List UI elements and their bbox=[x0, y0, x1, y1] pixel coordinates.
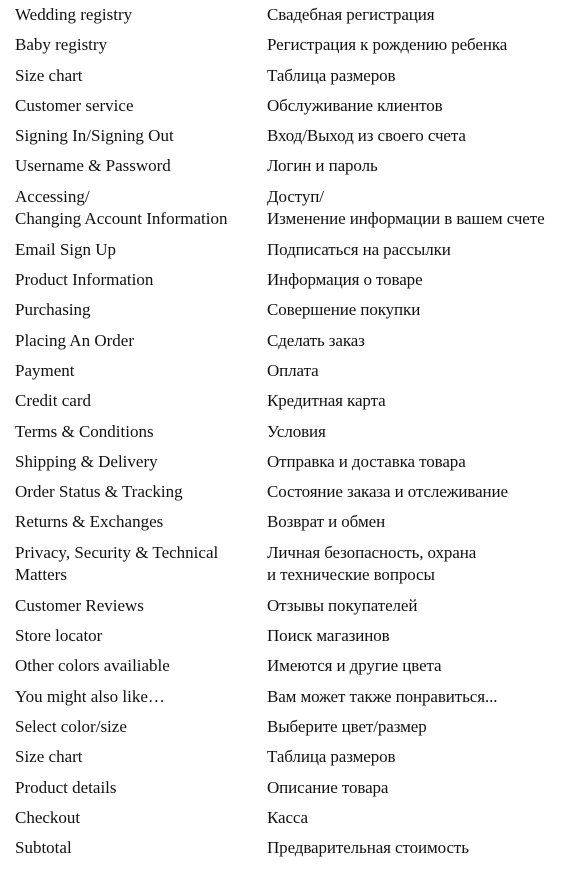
russian-translation: Вход/Выход из своего счета bbox=[267, 126, 466, 146]
glossary-row bbox=[0, 421, 583, 451]
glossary-row bbox=[0, 239, 583, 269]
russian-translation: Сделать заказ bbox=[267, 330, 365, 350]
glossary-row bbox=[0, 807, 583, 837]
russian-translation: Обслуживание клиентов bbox=[267, 95, 443, 115]
english-term: Customer Reviews bbox=[15, 595, 144, 615]
glossary-row bbox=[0, 125, 583, 155]
glossary-table bbox=[0, 4, 583, 867]
glossary-row bbox=[0, 34, 583, 64]
glossary-row bbox=[0, 4, 583, 34]
russian-translation: Касса bbox=[267, 807, 309, 827]
english-term: You might also like… bbox=[15, 686, 165, 706]
russian-translation: Информация о товаре bbox=[267, 270, 423, 290]
english-term: Terms & Conditions bbox=[15, 421, 154, 441]
glossary-row bbox=[0, 65, 583, 95]
russian-translation: Поиск магазинов bbox=[267, 626, 390, 646]
english-term: Product Information bbox=[15, 270, 154, 290]
russian-translation: Выберите цвет/размер bbox=[267, 716, 427, 736]
russian-translation: Регистрация к рождению ребенка bbox=[267, 35, 508, 55]
glossary-row bbox=[0, 360, 583, 390]
glossary-row bbox=[0, 390, 583, 420]
english-term: Purchasing bbox=[15, 300, 91, 320]
english-term: Size chart bbox=[15, 747, 83, 767]
russian-translation: Состояние заказа и отслеживание bbox=[267, 482, 508, 502]
russian-translation: Отправка и доставка товара bbox=[267, 451, 466, 471]
glossary-row bbox=[0, 716, 583, 746]
english-term: Baby registry bbox=[15, 35, 108, 55]
english-term: Privacy, Security & Technical Matters bbox=[15, 542, 219, 584]
russian-translation: Описание товара bbox=[267, 777, 389, 797]
glossary-row bbox=[0, 655, 583, 685]
glossary-row bbox=[0, 686, 583, 716]
russian-translation: Свадебная регистрация bbox=[267, 5, 435, 24]
russian-translation: Отзывы покупателей bbox=[267, 595, 418, 615]
english-term: Accessing/ Changing Account Information bbox=[15, 186, 228, 228]
glossary-row bbox=[0, 837, 583, 867]
glossary-row bbox=[0, 777, 583, 807]
english-term: Customer service bbox=[15, 95, 134, 115]
glossary-row bbox=[0, 481, 583, 511]
glossary-row bbox=[0, 451, 583, 481]
english-term: Wedding registry bbox=[15, 5, 133, 24]
english-term: Placing An Order bbox=[15, 330, 134, 350]
english-term: Shipping & Delivery bbox=[15, 451, 158, 471]
russian-translation: Возврат и обмен bbox=[267, 512, 386, 532]
glossary-row bbox=[0, 595, 583, 625]
russian-translation: Совершение покупки bbox=[267, 300, 421, 320]
glossary-row bbox=[0, 625, 583, 655]
glossary-row bbox=[0, 269, 583, 299]
english-term: Email Sign Up bbox=[15, 239, 117, 259]
glossary-row bbox=[0, 542, 583, 595]
russian-translation: Кредитная карта bbox=[267, 391, 386, 411]
russian-translation: Логин и пароль bbox=[267, 156, 378, 176]
english-term: Checkout bbox=[15, 807, 81, 827]
english-term: Product details bbox=[15, 777, 117, 797]
russian-translation: Имеются и другие цвета bbox=[267, 656, 442, 676]
russian-translation: Личная безопасность, охрана и технические вопросы bbox=[267, 542, 477, 584]
russian-translation: Оплата bbox=[267, 360, 319, 380]
russian-translation: Доступ/ Изменение информации в вашем счете bbox=[267, 186, 545, 228]
english-term: Credit card bbox=[15, 391, 91, 411]
glossary-row bbox=[0, 155, 583, 185]
english-term: Signing In/Signing Out bbox=[15, 126, 174, 146]
russian-translation: Подписаться на рассылки bbox=[267, 239, 451, 259]
english-term: Store locator bbox=[15, 626, 103, 646]
english-term: Size chart bbox=[15, 65, 83, 85]
russian-translation: Вам может также понравиться... bbox=[267, 686, 498, 706]
glossary-row bbox=[0, 95, 583, 125]
english-term: Returns & Exchanges bbox=[15, 512, 164, 532]
russian-translation: Предварительная стоимость bbox=[267, 838, 469, 858]
english-term: Username & Password bbox=[15, 156, 171, 176]
english-term: Subtotal bbox=[15, 838, 72, 858]
russian-translation: Таблица размеров bbox=[267, 65, 396, 85]
english-term: Select color/size bbox=[15, 716, 127, 736]
glossary-row bbox=[0, 330, 583, 360]
glossary-row bbox=[0, 186, 583, 239]
english-term: Other colors availiable bbox=[15, 656, 170, 676]
glossary-row bbox=[0, 746, 583, 776]
glossary-row bbox=[0, 511, 583, 541]
russian-translation: Условия bbox=[267, 421, 326, 441]
glossary-row bbox=[0, 299, 583, 329]
english-term: Order Status & Tracking bbox=[15, 482, 183, 502]
russian-translation: Таблица размеров bbox=[267, 747, 396, 767]
english-term: Payment bbox=[15, 360, 75, 380]
